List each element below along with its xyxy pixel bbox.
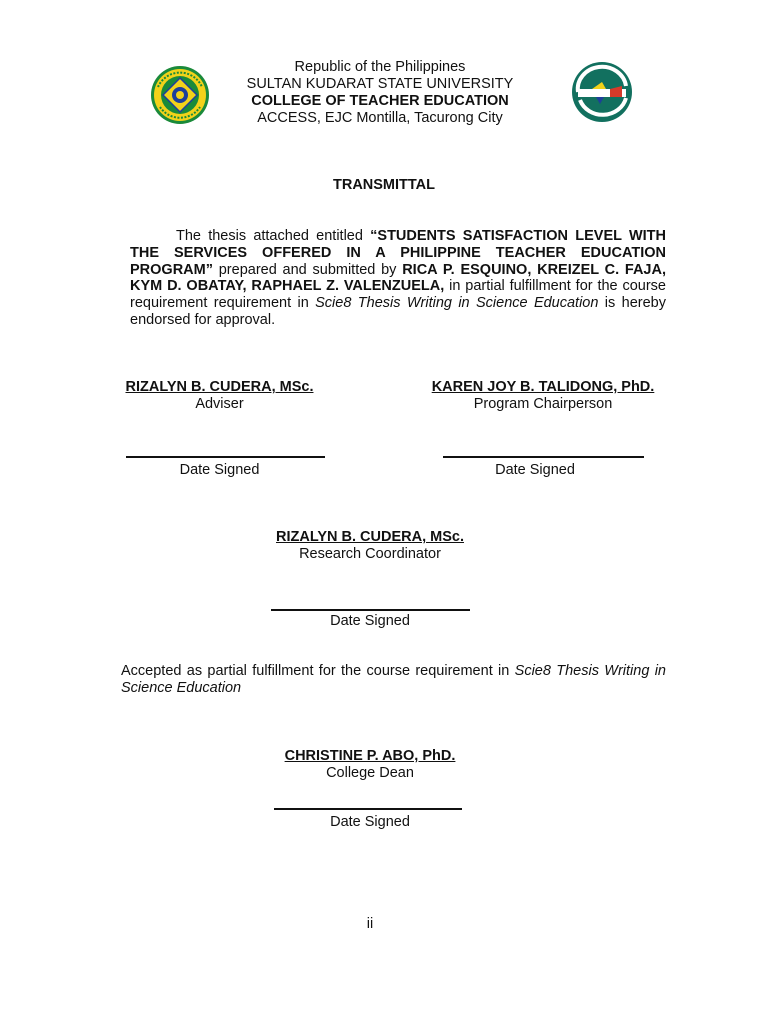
- course-name: Scie8 Thesis Writing in Science Education: [121, 663, 666, 696]
- paragraph-text: Accepted as partial fulfillment for the course requirement in: [121, 663, 515, 679]
- adviser-signature-line: [126, 456, 325, 458]
- chairperson-role: Program Chairperson: [473, 396, 613, 412]
- coordinator-role: Research Coordinator: [299, 546, 441, 562]
- adviser-name: RIZALYN B. CUDERA, MSc.: [125, 379, 314, 395]
- document-title: TRANSMITTAL: [332, 177, 436, 193]
- paragraph-text: is hereby endorsed for approval.: [130, 295, 666, 328]
- coordinator-name: RIZALYN B. CUDERA, MSc.: [276, 529, 464, 545]
- chairperson-date-label: Date Signed: [495, 462, 575, 478]
- dean-signature-block: [250, 748, 490, 782]
- course-name: Scie8 Thesis Writing in Science Education: [315, 295, 599, 312]
- coordinator-date-label: Date Signed: [330, 613, 410, 629]
- adviser-signature-block: [112, 379, 327, 413]
- header-university: SULTAN KUDARAT STATE UNIVERSITY: [246, 76, 514, 92]
- adviser-date-label: Date Signed: [179, 462, 260, 478]
- thesis-title: “STUDENTS SATISFACTION LEVEL WITH THE SERVICES OFFERED IN A PHILIPPINE TEACHER EDUCATION PROGRAM”: [130, 228, 666, 278]
- college-logo-icon: [570, 62, 634, 122]
- university-seal-icon: [146, 65, 214, 125]
- chairperson-signature-block: [412, 379, 674, 413]
- page-number: ii: [366, 916, 374, 932]
- dean-date-label: Date Signed: [330, 814, 410, 830]
- paragraph-text: in partial fulfillment for the course requirement requirement in: [130, 278, 666, 312]
- dean-name: CHRISTINE P. ABO, PhD.: [284, 748, 456, 764]
- coordinator-signature-line: [271, 609, 470, 611]
- endorsement-paragraph: [130, 228, 666, 329]
- paragraph-text: prepared and submitted by: [212, 261, 403, 278]
- header-college: COLLEGE OF TEACHER EDUCATION: [251, 93, 509, 109]
- header-country: Republic of the Philippines: [294, 59, 466, 75]
- header-address: ACCESS, EJC Montilla, Tacurong City: [257, 110, 503, 126]
- acceptance-paragraph: [121, 663, 666, 697]
- author-list: RICA P. ESQUINO, KREIZEL C. FAJA, KYM D. OBATAY, RAPHAEL Z. VALENZUELA,: [130, 261, 666, 295]
- dean-signature-line: [274, 808, 462, 810]
- coordinator-signature-block: [250, 529, 490, 563]
- chairperson-signature-line: [443, 456, 644, 458]
- dean-role: College Dean: [326, 765, 414, 781]
- letterhead: [230, 59, 530, 127]
- paragraph-text: The thesis attached entitled: [176, 228, 371, 244]
- chairperson-name: KAREN JOY B. TALIDONG, PhD.: [431, 379, 655, 395]
- adviser-role: Adviser: [195, 396, 244, 412]
